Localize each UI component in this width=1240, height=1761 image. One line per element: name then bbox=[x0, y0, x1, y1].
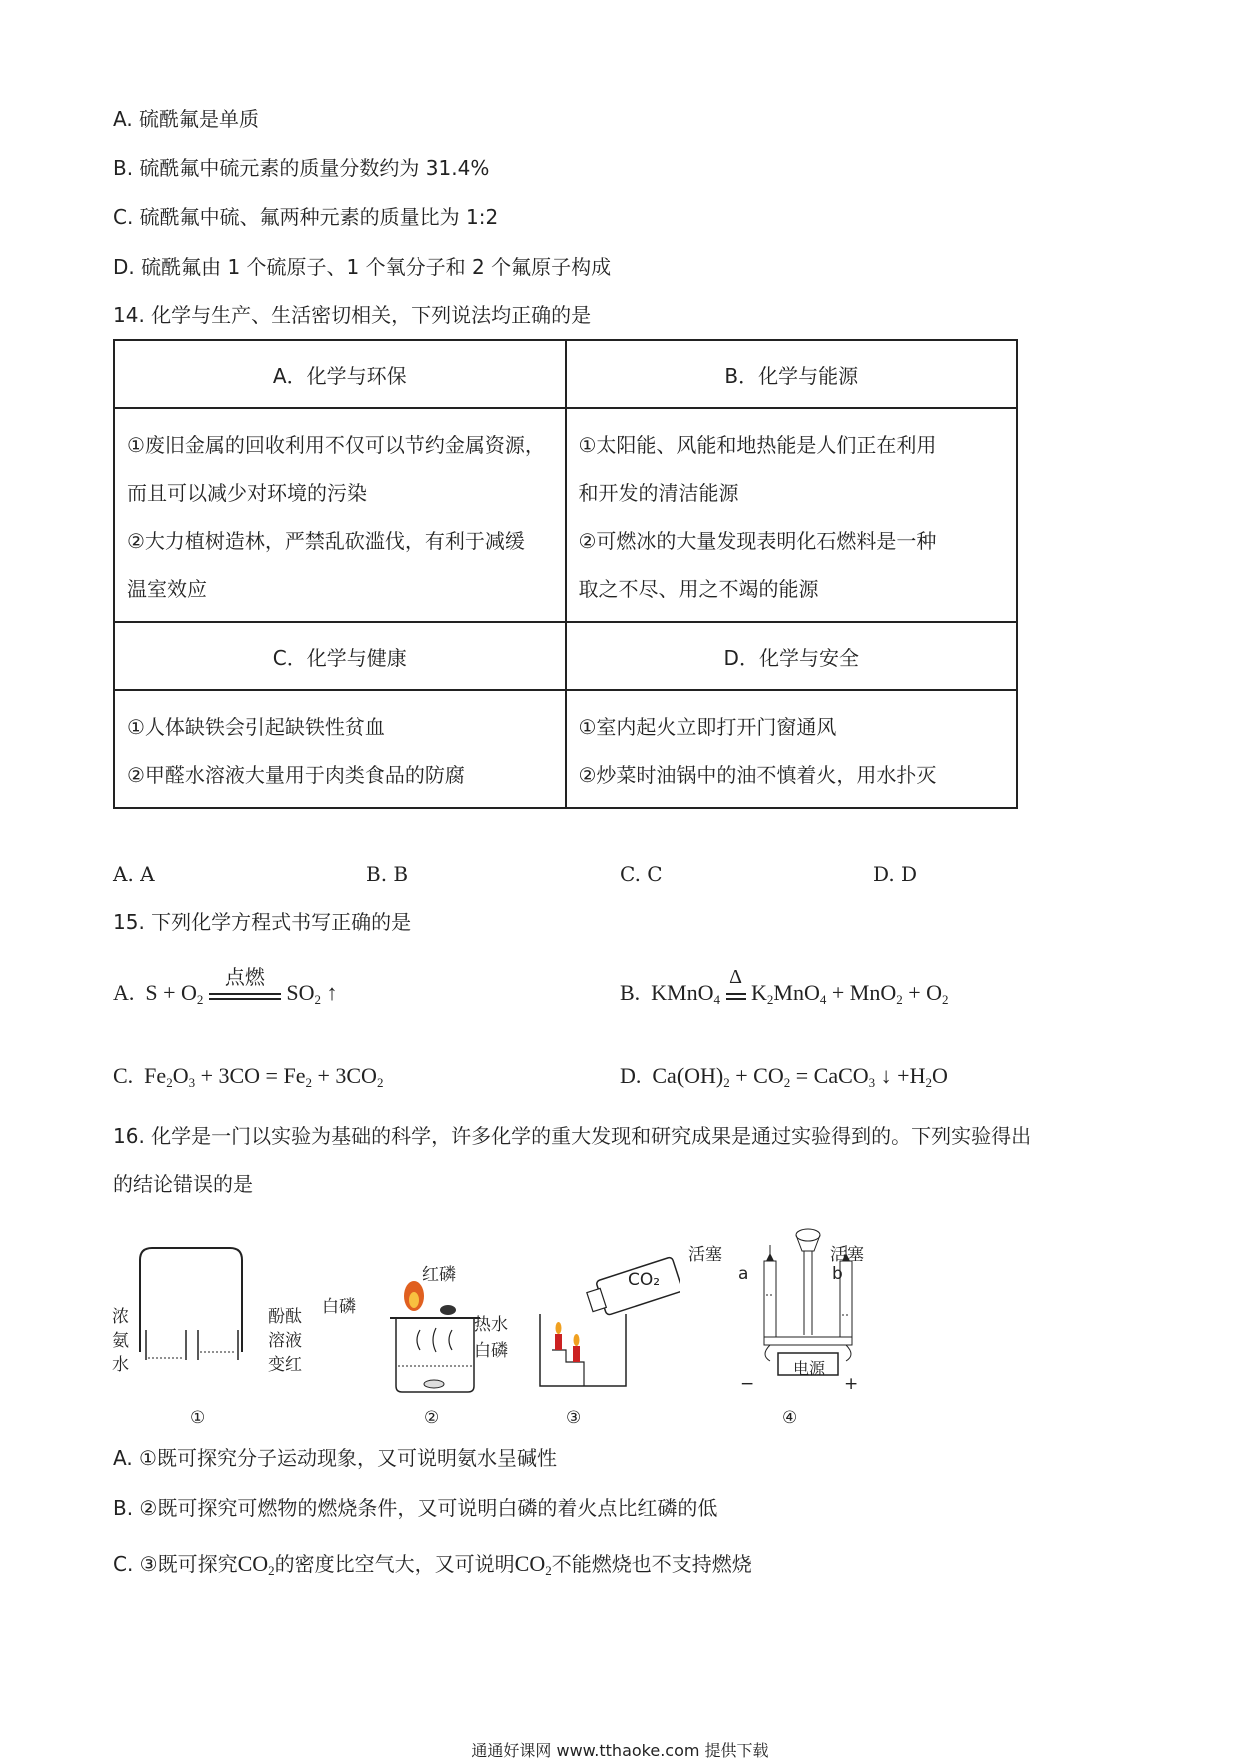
fig3-gas-label: CO₂ bbox=[628, 1270, 661, 1290]
q16-option-c-part: 的密度比空气大，又可说明 bbox=[274, 1552, 515, 1576]
fig1-left-label-char: 氨 bbox=[112, 1331, 129, 1351]
q16-option-a: A. ①既可探究分子运动现象，又可说明氨水呈碱性 bbox=[113, 1446, 557, 1470]
fig1-left-label-char: 浓 bbox=[112, 1307, 129, 1327]
fig2-number: ② bbox=[424, 1408, 440, 1428]
fig4-label-b: b bbox=[832, 1264, 843, 1284]
q13-option-c: C. 硫酰氟中硫、氟两种元素的质量比为 1:2 bbox=[113, 205, 499, 229]
q16-option-c-part: C. ③既可探究 bbox=[113, 1552, 238, 1576]
q15-option-d: D. $Ca(OH)_2 + CO_2$ = CaCO$_3$ ↓ $+H_2O$ bbox=[620, 1063, 948, 1090]
cell-c-body bbox=[114, 690, 566, 808]
cell-b-line: ②可燃冰的大量发现表明化石燃料是一种 bbox=[578, 529, 937, 553]
cell-a-line: 温室效应 bbox=[127, 577, 207, 601]
fig3-number: ③ bbox=[566, 1408, 582, 1428]
fig4-number: ④ bbox=[782, 1408, 798, 1428]
q16-option-c: C. ③既可探究$CO_2$的密度比空气大，又可说明$CO_2$不能燃烧也不支持燃烧 bbox=[113, 1551, 752, 1578]
fig1-number: ① bbox=[190, 1408, 206, 1428]
q16-stem-line1: 16. 化学是一门以实验为基础的科学，许多化学的重大发现和研究成果是通过实验得到的。下列实验得出 bbox=[113, 1124, 1032, 1148]
fig2-red-p-label: 红磷 bbox=[422, 1265, 456, 1285]
cell-d-head: D．化学与安全 bbox=[566, 622, 1018, 690]
cell-a-head: A．化学与环保 bbox=[114, 340, 566, 408]
fig4-valve-right-label: 活塞 bbox=[830, 1245, 864, 1265]
cell-b-body bbox=[566, 408, 1018, 622]
ignite-condition bbox=[209, 965, 281, 1000]
q16-stem-line2: 的结论错误的是 bbox=[113, 1172, 253, 1196]
fig1-right-label-line: 溶液 bbox=[268, 1331, 302, 1351]
q13-option-d: D. 硫酰氟由 1 个硫原子、1 个氧分子和 2 个氟原子构成 bbox=[113, 255, 612, 279]
cell-b-line: 取之不尽、用之不竭的能源 bbox=[578, 577, 819, 601]
q14-stem: 14. 化学与生产、生活密切相关，下列说法均正确的是 bbox=[113, 303, 592, 327]
fig4-label-a: a bbox=[738, 1264, 749, 1284]
q14-table bbox=[113, 339, 1018, 809]
cell-a-body bbox=[114, 408, 566, 622]
q14-choice-b: B. B bbox=[366, 862, 409, 886]
cell-b-line: ①太阳能、风能和地热能是人们正在利用 bbox=[578, 433, 937, 457]
cell-a-line: 而且可以减少对环境的污染 bbox=[127, 481, 367, 505]
q13-option-b: B. 硫酰氟中硫元素的质量分数约为 31.4% bbox=[113, 156, 490, 180]
fig2-hot-water-label: 热水 bbox=[474, 1315, 508, 1335]
page-footer: 通通好课网 www.tthaoke.com 提供下载 bbox=[471, 1741, 769, 1760]
fig1-left-label bbox=[112, 1305, 129, 1377]
q15-option-b: B. KMnO$_4$ Δ $K_2MnO_4 + MnO_2 + O_2$ bbox=[620, 966, 949, 1007]
fig2-diagram bbox=[380, 1270, 500, 1400]
q14-choice-c: C. C bbox=[620, 862, 663, 886]
fig4-minus-label: − bbox=[740, 1374, 755, 1394]
q15-option-a: A. $S + O_2$ 点燃 $SO_2$ ↑ bbox=[113, 965, 338, 1007]
cell-c-line: ①人体缺铁会引起缺铁性贫血 bbox=[127, 715, 385, 739]
fig4-power-label: 电源 bbox=[793, 1359, 826, 1378]
fig1-right-label-line: 变红 bbox=[268, 1355, 302, 1375]
cell-d-line: ②炒菜时油锅中的油不慎着火，用水扑灭 bbox=[578, 763, 937, 787]
condition-heat-label: Δ bbox=[729, 966, 742, 988]
q15-stem: 15. 下列化学方程式书写正确的是 bbox=[113, 910, 412, 934]
q16-option-b: B. ②既可探究可燃物的燃烧条件，又可说明白磷的着火点比红磷的低 bbox=[113, 1496, 718, 1520]
cell-d-body bbox=[566, 690, 1018, 808]
q15-option-c: C. $Fe_2O_3 + 3CO = Fe_2 + 3CO_2$ bbox=[113, 1063, 384, 1090]
cell-a-line: ①废旧金属的回收利用不仅可以节约金属资源， bbox=[127, 433, 545, 457]
cell-b-line: 和开发的清洁能源 bbox=[578, 481, 739, 505]
cell-c-line: ②甲醛水溶液大量用于肉类食品的防腐 bbox=[127, 763, 465, 787]
cell-c-head: C．化学与健康 bbox=[114, 622, 566, 690]
q13-option-a: A. 硫酰氟是单质 bbox=[113, 107, 260, 131]
fig4-plus-label: + bbox=[844, 1374, 859, 1394]
q16-option-c-part: 不能燃烧也不支持燃烧 bbox=[551, 1552, 752, 1576]
fig1-left-label-char: 水 bbox=[112, 1355, 129, 1375]
condition-ignite-label: 点燃 bbox=[224, 965, 265, 989]
fig1-right-label-line: 酚酞 bbox=[268, 1307, 302, 1327]
cell-b-head: B．化学与能源 bbox=[566, 340, 1018, 408]
q14-choice-d: D. D bbox=[873, 862, 918, 886]
fig2-white-p-label: 白磷 bbox=[322, 1297, 356, 1317]
heat-condition bbox=[726, 966, 746, 1000]
fig2-white-p2-label: 白磷 bbox=[474, 1341, 508, 1361]
cell-a-line: ②大力植树造林，严禁乱砍滥伐，有利于减缓 bbox=[127, 529, 525, 553]
cell-d-line: ①室内起火立即打开门窗通风 bbox=[578, 715, 837, 739]
fig4-valve-left-label: 活塞 bbox=[688, 1245, 722, 1265]
q14-choice-a: A. A bbox=[113, 862, 155, 886]
fig1-right-label bbox=[268, 1305, 302, 1377]
